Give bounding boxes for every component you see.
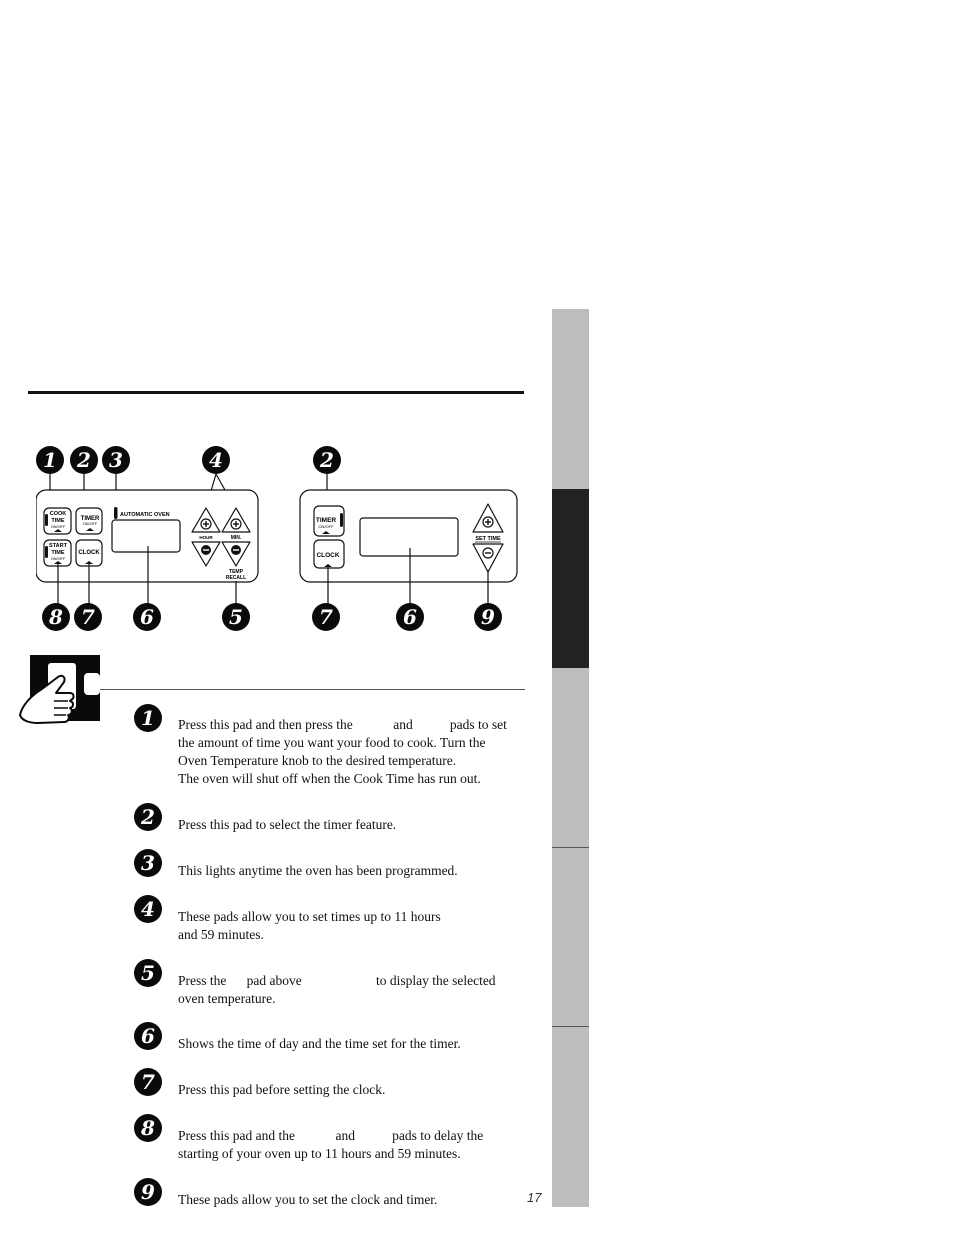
item-description: Press this pad before setting the clock. [178,1082,386,1097]
callout-badge: 5 [222,603,250,631]
item-number: 4 [134,895,162,923]
svg-text:ON/OFF: ON/OFF [50,557,66,561]
item-description: Press this pad and then press the and pads to set the amount of time you want your food to cook. Turn the Oven Temperature knob to the desired temperature. The oven will shut off when the Cook Time has run out. [178,717,507,786]
sidebar-tab-1[interactable] [552,309,589,489]
item-description: Press this pad and the and pads to delay the starting of your oven up to 11 hours and 59 minutes. [178,1128,484,1161]
svg-text:TIME: TIME [51,550,65,556]
sidebar-divider [552,847,589,848]
svg-text:TIMER: TIMER [80,516,100,522]
item-number: 7 [134,1068,162,1096]
item-number: 5 [134,959,162,987]
callout-badge: 8 [42,603,70,631]
item-number: 6 [134,1022,162,1050]
svg-text:TIME: TIME [51,518,65,524]
svg-text:HOUR: HOUR [199,535,213,540]
control-panel-left [36,446,266,636]
section-rule [100,689,525,690]
item-number: 8 [134,1114,162,1142]
callout-badge: 6 [133,603,161,631]
sidebar-divider [552,1026,589,1027]
pointing-hand-icon [18,655,102,727]
svg-text:ON/OFF: ON/OFF [318,524,334,529]
callout-badge: 4 [202,446,230,474]
item-number: 1 [134,704,162,732]
item-number: 3 [134,849,162,877]
page-number: 17 [527,1190,542,1205]
cook-time-label: COOK [49,511,67,517]
callout-badge: 7 [74,603,102,631]
svg-text:ON/OFF: ON/OFF [82,522,98,526]
svg-text:TIMER: TIMER [315,517,337,524]
item-description: This lights anytime the oven has been programmed. [178,863,458,878]
header-rule [28,391,524,394]
sidebar-tab-active[interactable] [552,489,589,668]
svg-text:SET TIME: SET TIME [475,536,501,542]
callout-badge: 2 [313,446,341,474]
svg-text:TEMP: TEMP [229,569,243,575]
callout-badge: 7 [312,603,340,631]
control-panel-right [298,446,520,636]
callout-badge: 3 [102,446,130,474]
callout-badge: 9 [474,603,502,631]
callout-badge: 6 [396,603,424,631]
svg-text:CLOCK: CLOCK [316,552,340,559]
callout-badge: 2 [70,446,98,474]
svg-text:AUTOMATIC OVEN: AUTOMATIC OVEN [120,512,170,518]
item-number: 9 [134,1178,162,1206]
item-description: These pads allow you to set times up to 11 hours and 59 minutes. [178,909,441,942]
item-description: These pads allow you to set the clock and timer. [178,1192,438,1207]
svg-text:CLOCK: CLOCK [78,550,100,556]
item-description: Shows the time of day and the time set for the timer. [178,1036,461,1051]
item-number: 2 [134,803,162,831]
sidebar-tab-lower[interactable] [552,668,589,1207]
svg-text:START: START [49,543,67,549]
svg-text:MIN.: MIN. [230,535,242,541]
svg-text:ON/OFF: ON/OFF [50,525,66,529]
item-description: Press this pad to select the timer feature. [178,817,397,832]
item-description: Press the pad above to display the selected oven temperature. [178,973,496,1006]
callout-badge: 1 [36,446,64,474]
section-sidebar [552,309,589,1207]
svg-text:RECALL: RECALL [225,575,247,581]
